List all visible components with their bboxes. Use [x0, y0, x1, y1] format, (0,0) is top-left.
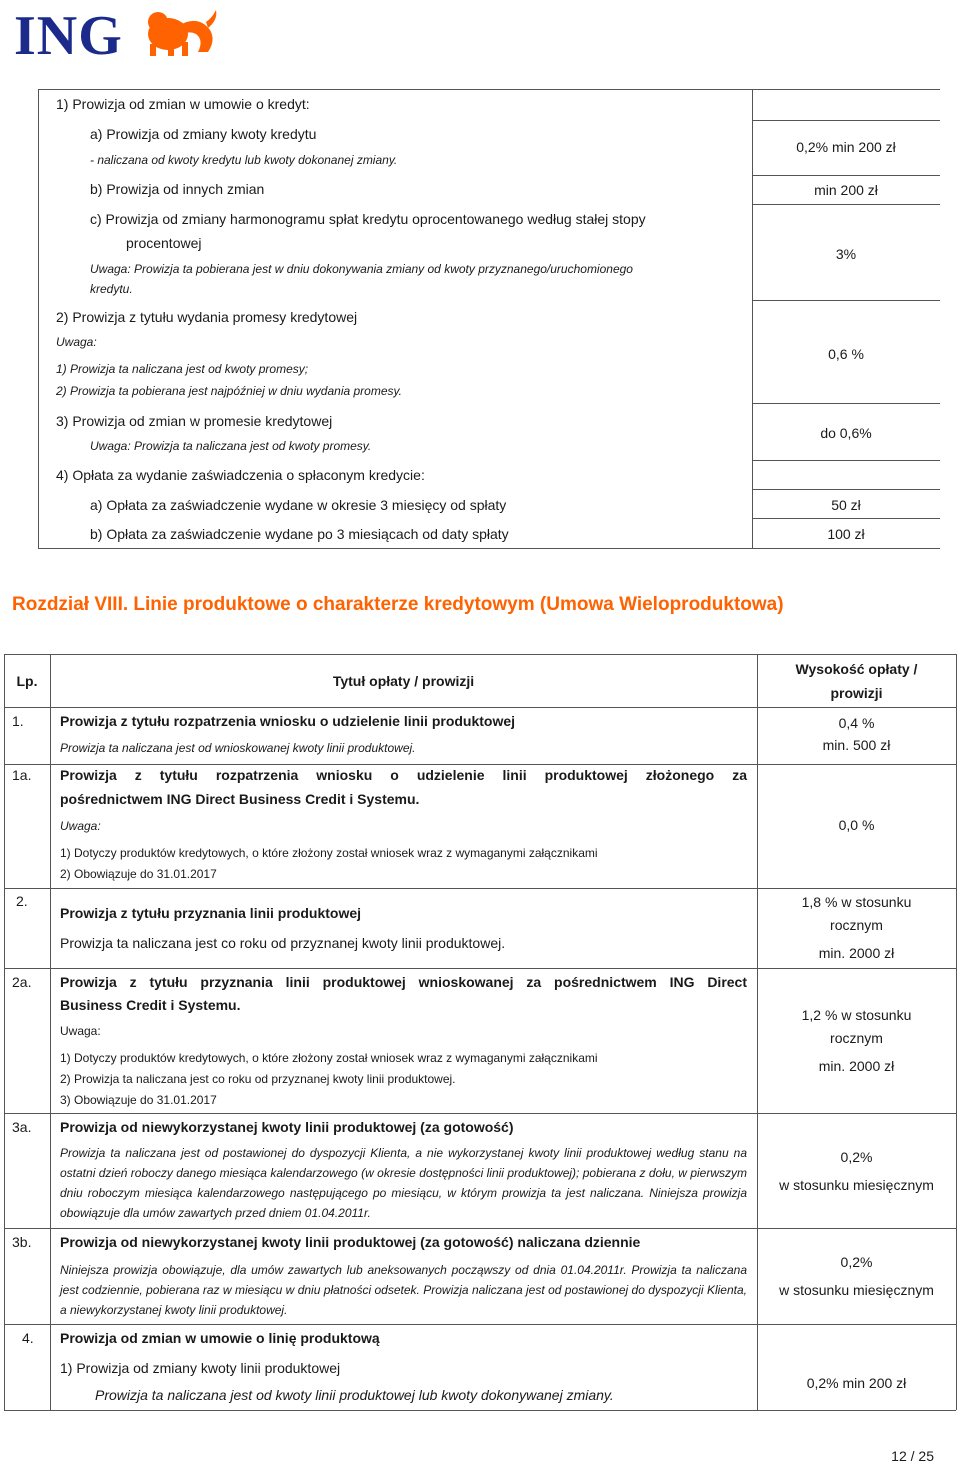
row-1-title: Prowizja z tytułu rozpatrzenia wniosku o udzielenie linii produktowej — [60, 713, 516, 729]
row-2a-value-min: min. 2000 zł — [818, 1058, 895, 1074]
col-header-value: Wysokość opłaty / — [795, 661, 918, 677]
row-3a-value-cont: w stosunku miesięcznym — [779, 1177, 934, 1193]
i2-title: 2) Prowizja z tytułu wydania promesy kredytowej — [56, 309, 358, 325]
row-2a-lp: 2a. — [12, 974, 32, 990]
row-3a-lp: 3a. — [12, 1119, 32, 1135]
section-title: Rozdział VIII. Linie produktowe o charakterze kredytowym (Umowa Wieloproduktowa) — [12, 594, 784, 615]
row-1a-value: 0,0 % — [838, 817, 875, 833]
row-1-lp: 1. — [12, 713, 24, 729]
ing-logo-text: ING — [14, 5, 123, 67]
row-4-title: Prowizja od zmian w umowie o linię produktową — [60, 1330, 380, 1346]
row-1a-title-cont: pośrednictwem ING Direct Business Credit i Systemu. — [60, 791, 420, 807]
i4a-value: 50 zł — [831, 497, 861, 513]
i4-title: 4) Opłata za wydanie zaświadczenia o spłaconym kredycie: — [56, 467, 425, 483]
row-3b-note: Niniejsza prowizja obowiązuje, dla umów zawartych lub aneksowanych począwszy od dnia 01.04.2011r. Prowizja ta naliczana jest codziennie, pobierana raz w miesiącu w dniu płatności odsetek. Prowizja naliczana jest od postawionej do dyspozycji Klienta, a niewykorzystanej kwoty linii produktowej. — [60, 1263, 747, 1317]
row-3a-note: Prowizja ta naliczana jest od postawionej do dyspozycji Klienta, a nie wykorzystanej kwoty linii produktowej według stanu na ostatni dzień roboczy danego miesiąca kalendarzowego (w okresie dostępności linii produktowej); pobierana z dołu, w pierwszym dniu roboczym miesiąca kalendarzowego następującego po miesiącu, w którym prowizja ta jest naliczana. Niniejsza prowizja obowiązuje dla umów zawartych przed dniem 01.04.2011r. — [60, 1146, 747, 1220]
i3-value: do 0,6% — [820, 425, 872, 441]
lion-icon — [138, 6, 220, 58]
row-2a-title: Prowizja z tytułu przyznania linii produktowej wnioskowanej za pośrednictwem ING Direct — [60, 974, 747, 990]
row-3b-value-cont: w stosunku miesięcznym — [779, 1282, 934, 1298]
row-2a-title-cont: Business Credit i Systemu. — [60, 997, 241, 1013]
i1b-title: b) Prowizja od innych zmian — [90, 181, 265, 197]
row-4-note: Prowizja ta naliczana jest od kwoty linii produktowej lub kwoty dokonywanej zmiany. — [95, 1387, 614, 1403]
row-4-value: 0,2% min 200 zł — [806, 1375, 907, 1391]
row-2-title: Prowizja z tytułu przyznania linii produktowej — [60, 905, 362, 921]
i3-note: Uwaga: Prowizja ta naliczana jest od kwoty promesy. — [90, 439, 372, 453]
row-1a-uwaga: Uwaga: — [60, 819, 101, 833]
row-1-value-min: min. 500 zł — [822, 737, 891, 753]
i1c-title: c) Prowizja od zmiany harmonogramu spłat kredytu oprocentowanego według stałej stopy — [90, 211, 646, 227]
row-2-value: 1,8 % w stosunku — [801, 894, 912, 910]
row-1a-lp: 1a. — [12, 767, 32, 783]
row-1a-note-1: 1) Dotyczy produktów kredytowych, o które złożony został wniosek wraz z wymaganymi załącznikami — [60, 846, 598, 860]
row-3b-value: 0,2% — [840, 1254, 873, 1270]
i1b-value: min 200 zł — [814, 182, 878, 198]
col-header-lp: Lp. — [16, 673, 38, 689]
i1-title: 1) Prowizja od zmian w umowie o kredyt: — [56, 96, 310, 112]
i2-uwaga: Uwaga: — [56, 335, 97, 349]
i1c-note-cont: kredytu. — [90, 282, 133, 296]
col-header-title: Tytuł opłaty / prowizji — [332, 673, 475, 689]
row-1a-title: Prowizja z tytułu rozpatrzenia wniosku o udzielenie linii produktowej złożonego za — [60, 767, 747, 783]
i2-note-1: 1) Prowizja ta naliczana jest od kwoty promesy; — [56, 362, 309, 376]
i3-title: 3) Prowizja od zmian w promesie kredytowej — [56, 413, 333, 429]
row-3b-title: Prowizja od niewykorzystanej kwoty linii produktowej (za gotowość) naliczana dziennie — [60, 1234, 641, 1250]
i1a-value: 0,2% min 200 zł — [796, 139, 896, 155]
page-number: 12 / 25 — [891, 1448, 934, 1464]
row-2-value-min: min. 2000 zł — [818, 945, 895, 961]
row-3a-value: 0,2% — [840, 1149, 873, 1165]
row-4-lp: 4. — [22, 1330, 34, 1346]
row-2-lp: 2. — [16, 893, 28, 909]
row-2a-note-1: 1) Dotyczy produktów kredytowych, o które złożony został wniosek wraz z wymaganymi załącznikami — [60, 1051, 598, 1065]
i4b-value: 100 zł — [827, 526, 865, 542]
i1c-value: 3% — [835, 246, 857, 262]
row-2a-note-3: 3) Obowiązuje do 31.01.2017 — [60, 1093, 217, 1107]
i4a-title: a) Opłata za zaświadczenie wydane w okresie 3 miesięcy od spłaty — [90, 497, 507, 513]
row-3b-lp: 3b. — [12, 1234, 32, 1250]
i1a-note: - naliczana od kwoty kredytu lub kwoty dokonanej zmiany. — [90, 153, 398, 167]
row-2a-note-2: 2) Prowizja ta naliczana jest co roku od przyznanej kwoty linii produktowej. — [60, 1072, 456, 1086]
i1c-note: Uwaga: Prowizja ta pobierana jest w dniu dokonywania zmiany od kwoty przyznanego/uruchomionego — [90, 262, 633, 276]
row-1a-note-2: 2) Obowiązuje do 31.01.2017 — [60, 867, 217, 881]
i1c-title-cont: procentowej — [126, 235, 202, 251]
row-2-note: Prowizja ta naliczana jest co roku od przyznanej kwoty linii produktowej. — [60, 935, 506, 951]
i4b-title: b) Opłata za zaświadczenie wydane po 3 miesiącach od daty spłaty — [90, 526, 509, 542]
row-2a-value-cont: rocznym — [830, 1030, 883, 1046]
col-header-value-cont: prowizji — [830, 685, 883, 701]
row-3a-title: Prowizja od niewykorzystanej kwoty linii produktowej (za gotowość) — [60, 1119, 514, 1135]
i2-note-2: 2) Prowizja ta pobierana jest najpóźniej w dniu wydania promesy. — [56, 384, 402, 398]
i2-value: 0,6 % — [828, 346, 864, 362]
row-2a-value: 1,2 % w stosunku — [801, 1007, 912, 1023]
row-2-value-cont: rocznym — [830, 917, 883, 933]
i1a-title: a) Prowizja od zmiany kwoty kredytu — [90, 126, 317, 142]
row-1-value: 0,4 % — [838, 715, 875, 731]
row-1-note: Prowizja ta naliczana jest od wnioskowanej kwoty linii produktowej. — [60, 741, 416, 755]
row-4-sub: 1) Prowizja od zmiany kwoty linii produktowej — [60, 1360, 341, 1376]
row-2a-uwaga: Uwaga: — [60, 1024, 101, 1038]
